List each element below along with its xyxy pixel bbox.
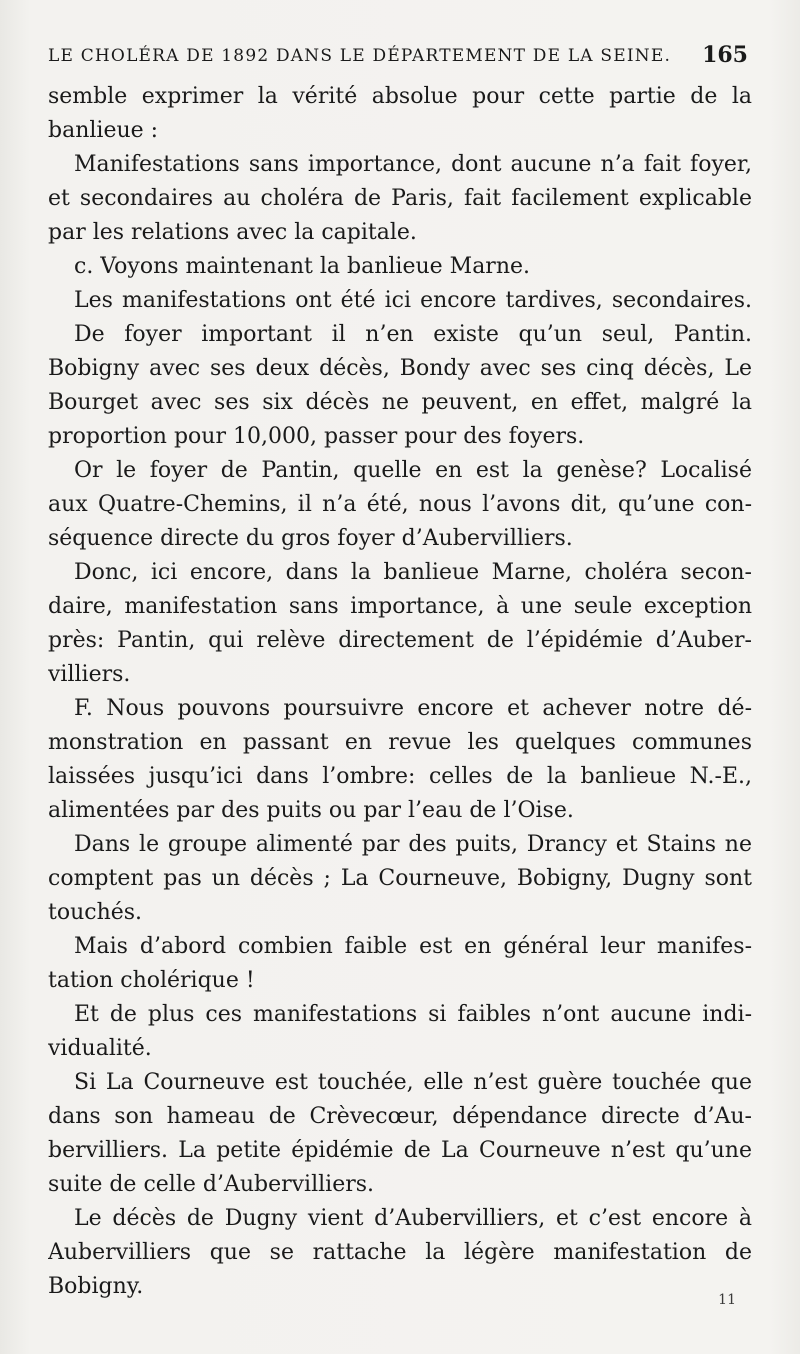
text-line: séquence directe du gros foyer d’Aubervilliers. [48, 526, 573, 551]
text-line: et secondaires au choléra de Paris, fait facilement explicable [48, 186, 752, 211]
text-line: près: Pantin, qui relève directement de l’épidémie d’Auber- [48, 628, 752, 653]
text-line: Mais d’abord combien faible est en général leur manifes- [74, 934, 752, 959]
text-line: tation cholérique ! [48, 968, 255, 993]
text-line: monstration en passant en revue les quelques communes [48, 730, 752, 755]
text-line: c. Voyons maintenant la banlieue Marne. [74, 254, 531, 279]
text-line: Aubervilliers que se rattache la légère manifestation de [48, 1240, 752, 1265]
page-number: 165 [702, 42, 748, 68]
text-line: villiers. [48, 662, 131, 687]
text-line: Dans le groupe alimenté par des puits, Drancy et Stains ne [74, 832, 752, 857]
text-line: daire, manifestation sans importance, à une seule exception [48, 594, 752, 619]
page-signature-mark: 11 [718, 1292, 736, 1308]
text-line: De foyer important il n’en existe qu’un seul, Pantin. [74, 322, 752, 347]
text-line: Si La Courneuve est touchée, elle n’est guère touchée que [74, 1070, 752, 1095]
text-line: F. Nous pouvons poursuivre encore et achever notre dé- [74, 696, 752, 721]
page-header [48, 40, 752, 74]
text-line: Manifestations sans importance, dont aucune n’a fait foyer, [74, 152, 752, 177]
text-line: suite de celle d’Aubervilliers. [48, 1172, 375, 1197]
text-line: semble exprimer la vérité absolue pour cette partie de la [48, 84, 752, 109]
body-text [48, 80, 752, 1304]
text-line: Donc, ici encore, dans la banlieue Marne, choléra secon- [74, 560, 752, 585]
text-line: Bourget avec ses six décès ne peuvent, en effet, malgré la [48, 390, 752, 415]
text-line: touchés. [48, 900, 143, 925]
text-line: par les relations avec la capitale. [48, 220, 417, 245]
text-line: Bobigny avec ses deux décès, Bondy avec ses cinq décès, Le [48, 356, 752, 381]
text-line: laissées jusqu’ici dans l’ombre: celles de la banlieue N.-E., [48, 764, 752, 789]
text-line: vidualité. [48, 1036, 152, 1061]
text-line: dans son hameau de Crèvecœur, dépendance directe d’Au- [48, 1104, 752, 1129]
text-line: bervilliers. La petite épidémie de La Courneuve n’est qu’une [48, 1138, 752, 1163]
text-line: Et de plus ces manifestations si faibles n’ont aucune indi- [74, 1002, 752, 1027]
text-line: alimentées par des puits ou par l’eau de l’Oise. [48, 798, 574, 823]
text-line: Or le foyer de Pantin, quelle en est la genèse? Localisé [74, 458, 752, 483]
text-line: Bobigny. [48, 1274, 144, 1299]
text-line: proportion pour 10,000, passer pour des foyers. [48, 424, 585, 449]
text-line: Les manifestations ont été ici encore tardives, secondaires. [74, 288, 752, 313]
text-line: aux Quatre-Chemins, il n’a été, nous l’avons dit, qu’une con- [48, 492, 752, 517]
text-line: comptent pas un décès ; La Courneuve, Bobigny, Dugny sont [48, 866, 752, 891]
text-line: banlieue : [48, 118, 159, 143]
running-title: LE CHOLÉRA DE 1892 DANS LE DÉPARTEMENT DE LA SEINE. [48, 46, 672, 66]
text-line: Le décès de Dugny vient d’Aubervilliers, et c’est encore à [74, 1206, 752, 1231]
